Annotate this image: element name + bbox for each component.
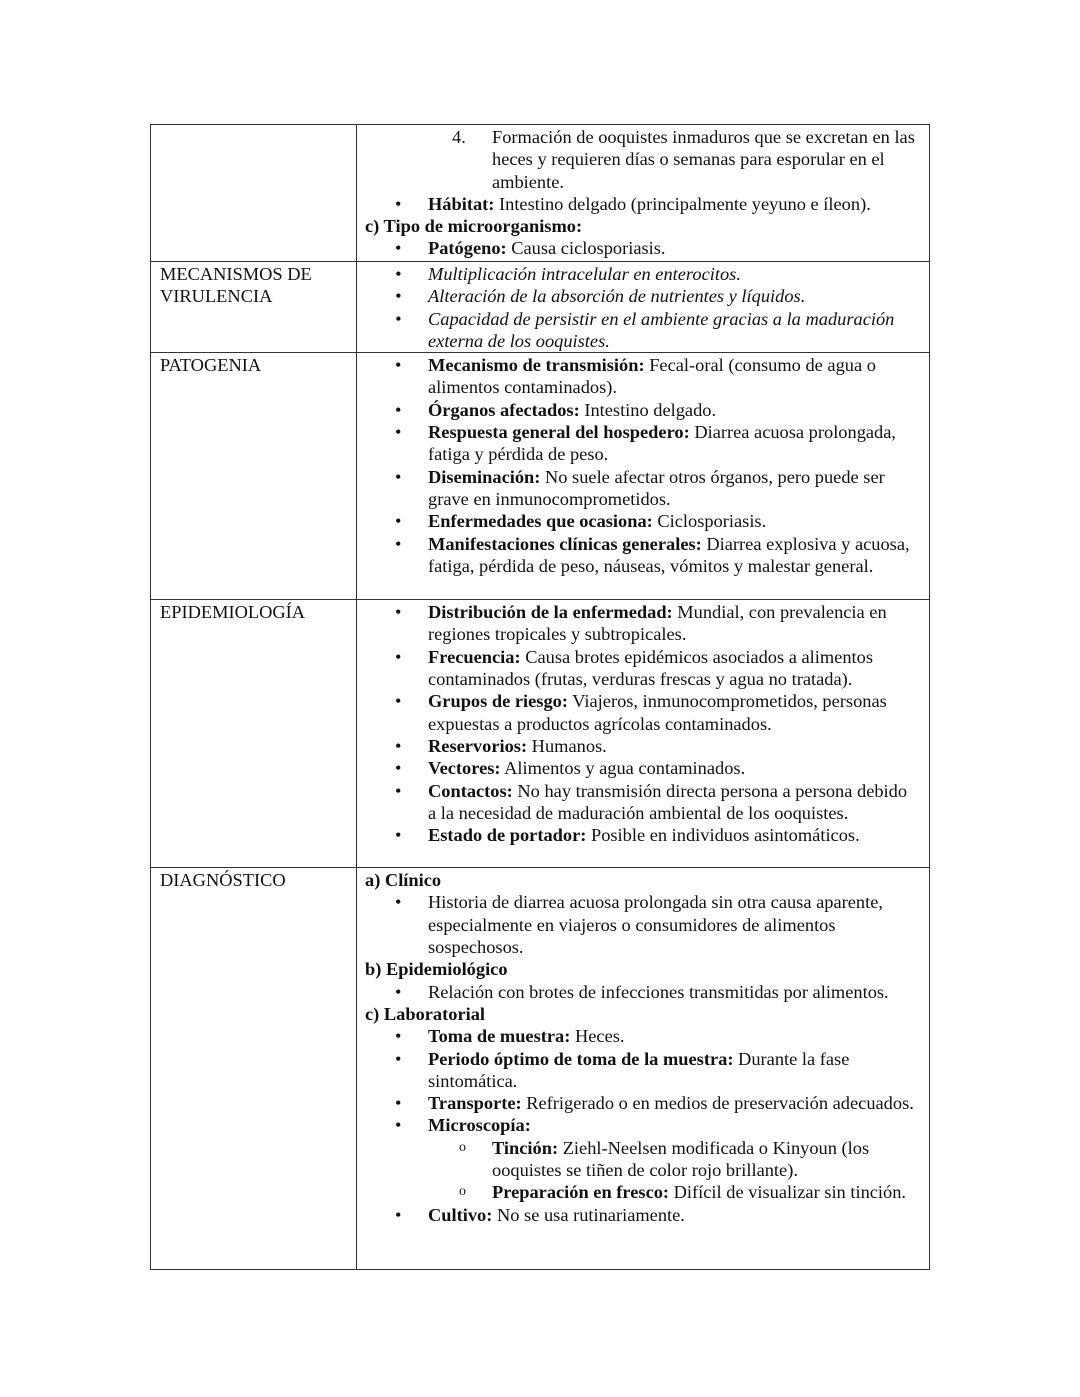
bullet-icon: • <box>395 825 402 846</box>
circle-bullet-icon: o <box>459 1139 466 1155</box>
info-table <box>150 124 930 1270</box>
row-label: DIAGNÓSTICO <box>151 868 357 1270</box>
section-heading: a) Clínico <box>365 870 442 891</box>
list-item: • Hábitat: Intestino delgado (principalmente yeyuno e íleon). <box>395 193 871 214</box>
list-item: • Reservorios: Humanos. <box>395 735 607 756</box>
list-item: • Multiplicación intracelular en enterocitos. <box>395 264 741 284</box>
section-heading: c) Tipo de microorganismo: <box>365 216 583 237</box>
list-item: • Patógeno: Causa ciclosporiasis. <box>395 238 666 259</box>
list-item: • Cultivo: No se usa rutinariamente. <box>395 1204 685 1225</box>
list-item: • Alteración de la absorción de nutrientes y líquidos. <box>395 286 806 307</box>
list-item: • Vectores: Alimentos y agua contaminados. <box>395 758 746 779</box>
list-item: • Relación con brotes de infecciones transmitidas por alimentos. <box>395 981 889 1002</box>
list-item: • Mecanismo de transmisión: Fecal-oral (consumo de agua o alimentos contaminados). <box>395 355 876 398</box>
bullet-icon: • <box>395 981 402 1002</box>
bullet-icon: • <box>395 422 402 443</box>
list-item: • Transporte: Refrigerado o en medios de preservación adecuados. <box>395 1093 914 1114</box>
bullet-icon: • <box>395 780 402 801</box>
sub-list-item: o Tinción: Ziehl-Neelsen modificada o Kinyoun (los ooquistes se tiñen de color rojo brillante). <box>459 1137 870 1181</box>
bullet-icon: • <box>395 399 402 420</box>
table-row-virulencia <box>151 262 930 353</box>
row-content <box>357 353 930 600</box>
bullet-icon: • <box>395 1026 402 1047</box>
list-item: • Toma de muestra: Heces. <box>395 1026 625 1047</box>
row-content <box>357 600 930 868</box>
row-label: MECANISMOS DE VIRULENCIA <box>151 262 357 353</box>
list-item: • Manifestaciones clínicas generales: Diarrea explosiva y acuosa, fatiga, pérdida de peso, náuseas, vómitos y malestar general. <box>395 533 910 576</box>
bullet-icon: • <box>395 355 402 376</box>
bullet-icon: • <box>395 533 402 554</box>
bullet-icon: • <box>395 758 402 779</box>
bullet-icon: • <box>395 602 402 623</box>
bullet-icon: • <box>395 1048 402 1069</box>
bullet-icon: • <box>395 511 402 532</box>
bullet-icon: • <box>395 286 402 307</box>
bullet-icon: • <box>395 892 402 913</box>
circle-bullet-icon: o <box>459 1184 466 1200</box>
numbered-item: 4. Formación de ooquistes inmaduros que se excretan en las heces y requieren días o semanas para esporular en el ambiente. <box>452 127 915 192</box>
list-item: • Grupos de riesgo: Viajeros, inmunocomprometidos, personas expuestas a productos agrícolas contaminados. <box>395 691 887 734</box>
list-item: • Distribución de la enfermedad: Mundial, con prevalencia en regiones tropicales y subtropicales. <box>395 602 887 645</box>
bullet-icon: • <box>395 1093 402 1114</box>
row-label: PATOGENIA <box>151 353 357 600</box>
bullet-icon: • <box>395 735 402 756</box>
list-item: • Capacidad de persistir en el ambiente gracias a la maduración externa de los ooquistes. <box>395 308 895 351</box>
bullet-icon: • <box>395 1115 402 1136</box>
table-row-patogenia <box>151 353 930 600</box>
row-label: EPIDEMIOLOGÍA <box>151 600 357 868</box>
table-row-epidemiologia <box>151 600 930 868</box>
bullet-icon: • <box>395 238 402 259</box>
list-item: • Respuesta general del hospedero: Diarrea acuosa prolongada, fatiga y pérdida de peso. <box>395 422 897 465</box>
number-marker: 4. <box>452 127 466 147</box>
bullet-icon: • <box>395 466 402 487</box>
row-content <box>357 125 930 262</box>
section-heading: b) Epidemiológico <box>365 959 508 980</box>
sub-list-item: o Preparación en fresco: Difícil de visualizar sin tinción. <box>459 1182 907 1203</box>
list-item: • Órganos afectados: Intestino delgado. <box>395 399 717 420</box>
table-row-continuation <box>151 125 930 262</box>
bullet-icon: • <box>395 193 402 214</box>
list-item: • Periodo óptimo de toma de la muestra: Durante la fase sintomática. <box>395 1048 850 1091</box>
row-content <box>357 262 930 353</box>
list-item: • Contactos: No hay transmisión directa persona a persona debido a la necesidad de maduración ambiental de los ooquistes. <box>395 780 908 823</box>
row-content <box>357 868 930 1270</box>
row-label <box>151 125 357 262</box>
bullet-icon: • <box>395 308 402 329</box>
list-item: • Enfermedades que ocasiona: Ciclosporiasis. <box>395 511 767 532</box>
table-row-diagnostico <box>151 868 930 1270</box>
section-heading: c) Laboratorial <box>365 1003 486 1024</box>
list-item: • Microscopía: <box>395 1115 531 1136</box>
bullet-icon: • <box>395 691 402 712</box>
list-item: • Diseminación: No suele afectar otros órganos, pero puede ser grave en inmunocomprometidos. <box>395 466 885 509</box>
bullet-icon: • <box>395 646 402 667</box>
list-item: • Estado de portador: Posible en individuos asintomáticos. <box>395 825 860 846</box>
list-item: • Historia de diarrea acuosa prolongada sin otra causa aparente, especialmente en viajeros o consumidores de alimentos sospechosos. <box>395 892 883 958</box>
bullet-icon: • <box>395 1204 402 1225</box>
list-item: • Frecuencia: Causa brotes epidémicos asociados a alimentos contaminados (frutas, verduras frescas y agua no tratada). <box>395 646 874 690</box>
bullet-icon: • <box>395 264 402 284</box>
